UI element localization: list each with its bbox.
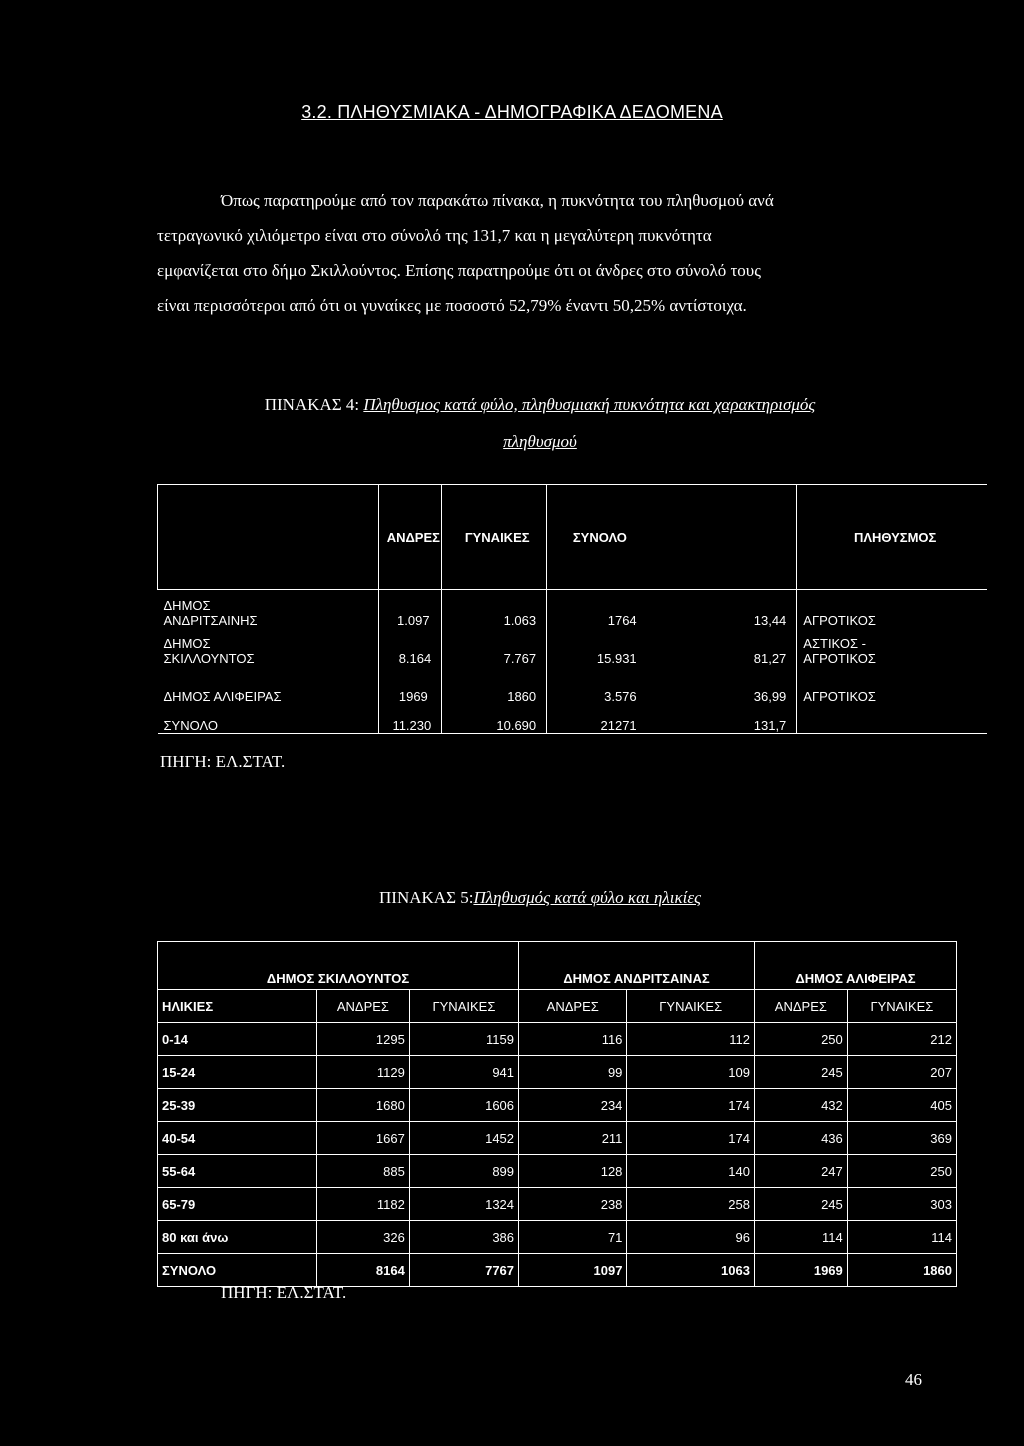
table5-age-cell: 80 και άνω	[158, 1221, 317, 1254]
table5-men-header: ΑΝΔΡΕΣ	[754, 990, 847, 1023]
table5-value-cell: 212	[847, 1023, 956, 1056]
page-number: 46	[905, 1370, 922, 1389]
table5-value-cell: 1182	[317, 1188, 410, 1221]
table5-value-cell: 369	[847, 1122, 956, 1155]
table4-cell-men: 1.097	[379, 590, 442, 628]
table5-body	[158, 1023, 957, 1287]
table5-value-cell: 245	[754, 1188, 847, 1221]
table4-header-density	[647, 485, 797, 590]
table4-header-empty	[158, 485, 379, 590]
table5-value-cell: 1452	[409, 1122, 518, 1155]
table5-value-cell: 211	[519, 1122, 627, 1155]
table-row	[158, 1056, 957, 1089]
table5-value-cell: 207	[847, 1056, 956, 1089]
table5-age-cell: 65-79	[158, 1188, 317, 1221]
table5-value-cell: 96	[627, 1221, 755, 1254]
table4-cell-women: 1860	[442, 666, 547, 704]
table5-value-cell: 116	[519, 1023, 627, 1056]
table5-age-cell: ΣΥΝΟΛΟ	[158, 1254, 317, 1287]
table5-value-cell: 109	[627, 1056, 755, 1089]
table5-value-cell: 250	[754, 1023, 847, 1056]
table5-value-cell: 326	[317, 1221, 410, 1254]
table5-value-cell: 247	[754, 1155, 847, 1188]
table4-cell-density: 36,99	[647, 666, 797, 704]
table5-value-cell: 432	[754, 1089, 847, 1122]
table4-caption-title-cont: πληθυσμού	[503, 432, 577, 451]
table4-cell-type: ΑΓΡΟΤΙΚΟΣ	[803, 688, 876, 704]
table4-cell-name: ΔΗΜΟΣ ΑΝΔΡΙΤΣΑΙΝΗΣ	[158, 590, 379, 628]
table5-value-cell: 174	[627, 1089, 755, 1122]
table5-value-cell: 114	[754, 1221, 847, 1254]
table5-municipality-header: ΔΗΜΟΣ ΑΝΔΡΙΤΣΑΙΝΑΣ	[519, 942, 755, 990]
table5-municipality-header: ΔΗΜΟΣ ΣΚΙΛΛΟΥΝΤΟΣ	[158, 942, 519, 990]
table5-value-cell: 1324	[409, 1188, 518, 1221]
table-row	[158, 1188, 957, 1221]
intro-paragraph	[157, 183, 923, 323]
table-row	[158, 1089, 957, 1122]
table4-cell-name: ΔΗΜΟΣ ΣΚΙΛΛΟΥΝΤΟΣ	[158, 628, 379, 666]
table5-source: ΠΗΓΗ: ΕΛ.ΣΤΑΤ.	[221, 1283, 347, 1302]
table4-total-total: 21271	[547, 704, 647, 734]
table5-value-cell: 1129	[317, 1056, 410, 1089]
table5-value-cell: 238	[519, 1188, 627, 1221]
table5-value-cell: 245	[754, 1056, 847, 1089]
table4-source: ΠΗΓΗ: ΕΛ.ΣΤΑΤ.	[160, 752, 286, 771]
table5-caption-prefix: ΠΙΝΑΚΑΣ 5:	[379, 888, 474, 907]
table4-cell-men: 8.164	[379, 628, 442, 666]
table4-total-label: ΣΥΝΟΛΟ	[158, 704, 379, 734]
table5-value-cell: 1097	[519, 1254, 627, 1287]
table4-header-total: ΣΥΝΟΛΟ	[547, 485, 647, 590]
table4-cell-women: 1.063	[442, 590, 547, 628]
table4-cell-total: 15.931	[596, 650, 637, 666]
table5-women-header: ΓΥΝΑΙΚΕΣ	[847, 990, 956, 1023]
table5-men-header: ΑΝΔΡΕΣ	[317, 990, 410, 1023]
table5-age-cell: 0-14	[158, 1023, 317, 1056]
table5-subheader-row	[158, 990, 957, 1023]
table5-value-cell: 1063	[627, 1254, 755, 1287]
table-row	[158, 666, 988, 704]
paragraph-line: Όπως παρατηρούμε από τον παρακάτω πίνακα, η πυκνότητα του πληθυσμού ανά	[221, 191, 774, 210]
table5-value-cell: 250	[847, 1155, 956, 1188]
table5-value-cell: 1295	[317, 1023, 410, 1056]
paragraph-line: εμφανίζεται στο δήμο Σκιλλούντος. Επίσης παρατηρούμε ότι οι άνδρες στο σύνολό τους	[157, 261, 761, 280]
table5-value-cell: 303	[847, 1188, 956, 1221]
table5-age-cell: 15-24	[158, 1056, 317, 1089]
table4-cell-density: 81,27	[647, 628, 797, 666]
table5-age-cell: 25-39	[158, 1089, 317, 1122]
table4-header-row	[158, 485, 988, 590]
table4-cell-total: 3.576	[604, 688, 637, 704]
table5-value-cell: 899	[409, 1155, 518, 1188]
table5-value-cell: 234	[519, 1089, 627, 1122]
table4-header-population: ΠΛΗΘΥΣΜΟΣ	[797, 485, 987, 590]
table-row	[158, 1254, 957, 1287]
table5-value-cell: 1606	[409, 1089, 518, 1122]
table5-value-cell: 8164	[317, 1254, 410, 1287]
table5-value-cell: 1667	[317, 1122, 410, 1155]
table4-cell-men: 1969	[379, 666, 442, 704]
table5-women-header: ΓΥΝΑΙΚΕΣ	[627, 990, 755, 1023]
table4-cell-total: 1764	[607, 612, 637, 628]
table4-header-women: ΓΥΝΑΙΚΕΣ	[442, 485, 547, 590]
paragraph-line: είναι περισσότεροι από ότι οι γυναίκες με ποσοστό 52,79% έναντι 50,25% αντίστοιχα.	[157, 296, 747, 315]
table4-header-men: ΑΝΔΡΕΣ	[379, 485, 442, 590]
table4-total-type	[797, 704, 987, 734]
table5-value-cell: 885	[317, 1155, 410, 1188]
table-row	[158, 1023, 957, 1056]
table5-value-cell: 1860	[847, 1254, 956, 1287]
table4-cell-type: ΑΣΤΙΚΟΣ - ΑΓΡΟΤΙΚΟΣ	[803, 635, 876, 666]
table4-cell-name: ΔΗΜΟΣ ΑΛΙΦΕΙΡΑΣ	[158, 666, 379, 704]
table5-value-cell: 405	[847, 1089, 956, 1122]
table4	[157, 484, 987, 734]
table5-age-cell: 55-64	[158, 1155, 317, 1188]
table4-cell-women: 7.767	[442, 628, 547, 666]
table5-value-cell: 1159	[409, 1023, 518, 1056]
table4-cell-density: 13,44	[647, 590, 797, 628]
table5-age-cell: 40-54	[158, 1122, 317, 1155]
table4-total-density: 131,7	[647, 704, 797, 734]
paragraph-line: τετραγωνικό χιλιόμετρο είναι στο σύνολό της 131,7 και η μεγαλύτερη πυκνότητα	[157, 226, 712, 245]
section-title: 3.2. ΠΛΗΘΥΣΜΙΑΚΑ - ΔΗΜΟΓΡΑΦΙΚΑ ΔΕΔΟΜΕΝΑ	[301, 102, 723, 122]
table5-value-cell: 258	[627, 1188, 755, 1221]
table4-total-row	[158, 704, 988, 734]
table5-value-cell: 1680	[317, 1089, 410, 1122]
table4-total-men: 11.230	[379, 704, 442, 734]
table5-caption	[160, 888, 920, 908]
table4-total-women: 10.690	[442, 704, 547, 734]
table5-caption-title: Πληθυσμός κατά φύλο και ηλικίες	[473, 888, 701, 907]
table4-caption	[140, 386, 940, 460]
table5-value-cell: 71	[519, 1221, 627, 1254]
table5-value-cell: 114	[847, 1221, 956, 1254]
table5-value-cell: 941	[409, 1056, 518, 1089]
table5-men-header: ΑΝΔΡΕΣ	[519, 990, 627, 1023]
table5-municipality-header: ΔΗΜΟΣ ΑΛΙΦΕΙΡΑΣ	[754, 942, 956, 990]
table5-value-cell: 386	[409, 1221, 518, 1254]
table5	[157, 941, 957, 1287]
table5-women-header: ΓΥΝΑΙΚΕΣ	[409, 990, 518, 1023]
table5-age-header: ΗΛΙΚΙΕΣ	[158, 990, 317, 1023]
table5-value-cell: 99	[519, 1056, 627, 1089]
table4-caption-title: Πληθυσμος κατά φύλο, πληθυσμιακή πυκνότητα και χαρακτηρισμός	[363, 395, 816, 414]
table-row	[158, 628, 988, 666]
table-row	[158, 1122, 957, 1155]
table5-value-cell: 128	[519, 1155, 627, 1188]
table5-value-cell: 1969	[754, 1254, 847, 1287]
table4-caption-prefix: ΠΙΝΑΚΑΣ 4:	[264, 395, 364, 414]
table5-value-cell: 112	[627, 1023, 755, 1056]
table5-municipality-row	[158, 942, 957, 990]
table5-value-cell: 436	[754, 1122, 847, 1155]
table5-value-cell: 7767	[409, 1254, 518, 1287]
table-row	[158, 1155, 957, 1188]
table5-value-cell: 140	[627, 1155, 755, 1188]
table5-value-cell: 174	[627, 1122, 755, 1155]
table-row	[158, 590, 988, 628]
table-row	[158, 1221, 957, 1254]
table4-cell-type: ΑΓΡΟΤΙΚΟΣ	[803, 612, 876, 628]
